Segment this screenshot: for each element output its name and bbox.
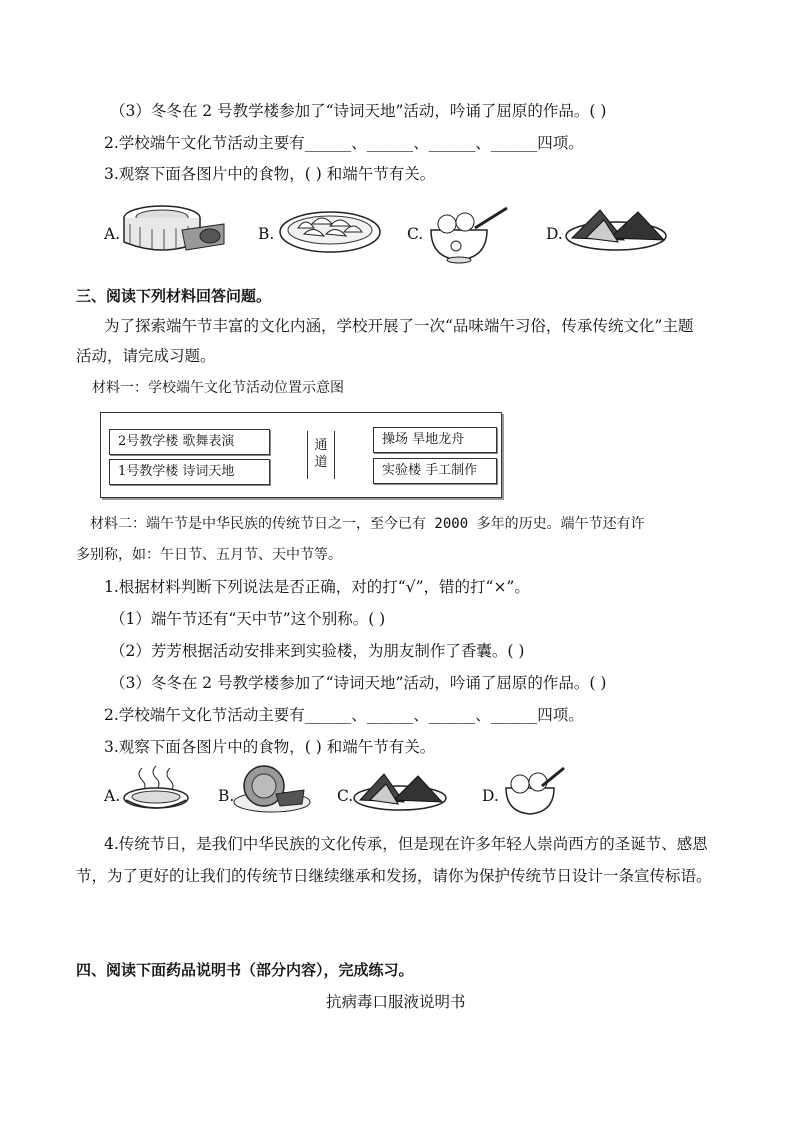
section3-option-a: A. [104,787,121,805]
section3-option-b: B. [218,787,235,805]
map-lab-building: 实验楼 手工制作 [373,458,497,484]
tangyuan-bowl-image [425,202,511,266]
top-question-2: 2.学校端午文化节活动主要有______、______、______、______四项。 [104,134,584,152]
map-building-1: 1号教学楼 诗词天地 [109,459,270,485]
map-building-2: 2号教学楼 歌舞表演 [109,429,270,455]
section3-q1-2: （2）芳芳根据活动安排来到实验楼，为朋友制作了香囊。( ) [110,642,525,660]
mooncake-image [120,200,230,256]
medicine-instructions-title: 抗病毒口服液说明书 [326,993,466,1011]
section3-heading: 三、阅读下列材料回答问题。 [76,287,272,305]
zongzi-plate-image-2 [352,768,450,812]
top-option-d: D. [546,225,563,243]
activity-location-map [100,412,502,498]
section3-intro-line1: 为了探索端午节丰富的文化内涵，学校开展了一次“品味端午习俗，传承传统文化”主题 [104,317,694,335]
tangyuan-bowl-image-2 [502,764,568,816]
section3-q1: 1.根据材料判断下列说法是否正确，对的打“√”，错的打“×”。 [104,578,530,596]
material2-line2: 多别称，如：午日节、五月节、天中节等。 [76,547,342,563]
section3-q4-line1: 4.传统节日，是我们中华民族的文化传承，但是现在许多年轻人崇尚西方的圣诞节、感恩 [104,835,708,853]
zongzi-plate-image [564,204,672,254]
section3-q1-3: （3）冬冬在 2 号教学楼参加了“诗词天地”活动，吟诵了屈原的作品。( ) [110,674,607,692]
top-question-3: （3）冬冬在 2 号教学楼参加了“诗词天地”活动，吟诵了屈原的作品。( ) [110,102,607,120]
section3-option-c: C. [337,787,354,805]
map-playground: 操场 旱地龙舟 [373,427,497,453]
section3-intro-line2: 活动，请完成习题。 [76,347,216,365]
section4-heading: 四、阅读下面药品说明书（部分内容），完成练习。 [76,961,414,979]
top-option-c: C. [407,225,424,243]
section3-option-d: D. [482,787,499,805]
map-passage [307,431,335,479]
dumplings-plate-image [278,204,382,254]
section3-q3: 3.观察下面各图片中的食物，( ) 和端午节有关。 [104,738,436,756]
steaming-bowl-image [120,764,192,812]
top-option-a: A. [104,225,121,243]
section3-q2: 2.学校端午文化节活动主要有______、______、______、______四项。 [104,706,584,724]
top-option-b: B. [258,225,275,243]
section3-q1-1: （1）端午节还有“天中节”这个别称。( ) [110,610,386,628]
map-passage-label: 通道 [314,438,328,470]
section3-q4-line2: 节，为了更好的让我们的传统节日继续继承和发扬，请你为保护传统节日设计一条宣传标语。 [76,867,712,885]
material2-line1: 材料二：端午节是中华民族的传统节日之一，至今已有 2000 多年的历史。端午节还有许 [90,516,645,532]
mooncake-plate-image [232,764,312,814]
top-question-3-food: 3.观察下面各图片中的食物，( ) 和端午节有关。 [104,165,436,183]
material1-title: 材料一：学校端午文化节活动位置示意图 [92,380,344,396]
